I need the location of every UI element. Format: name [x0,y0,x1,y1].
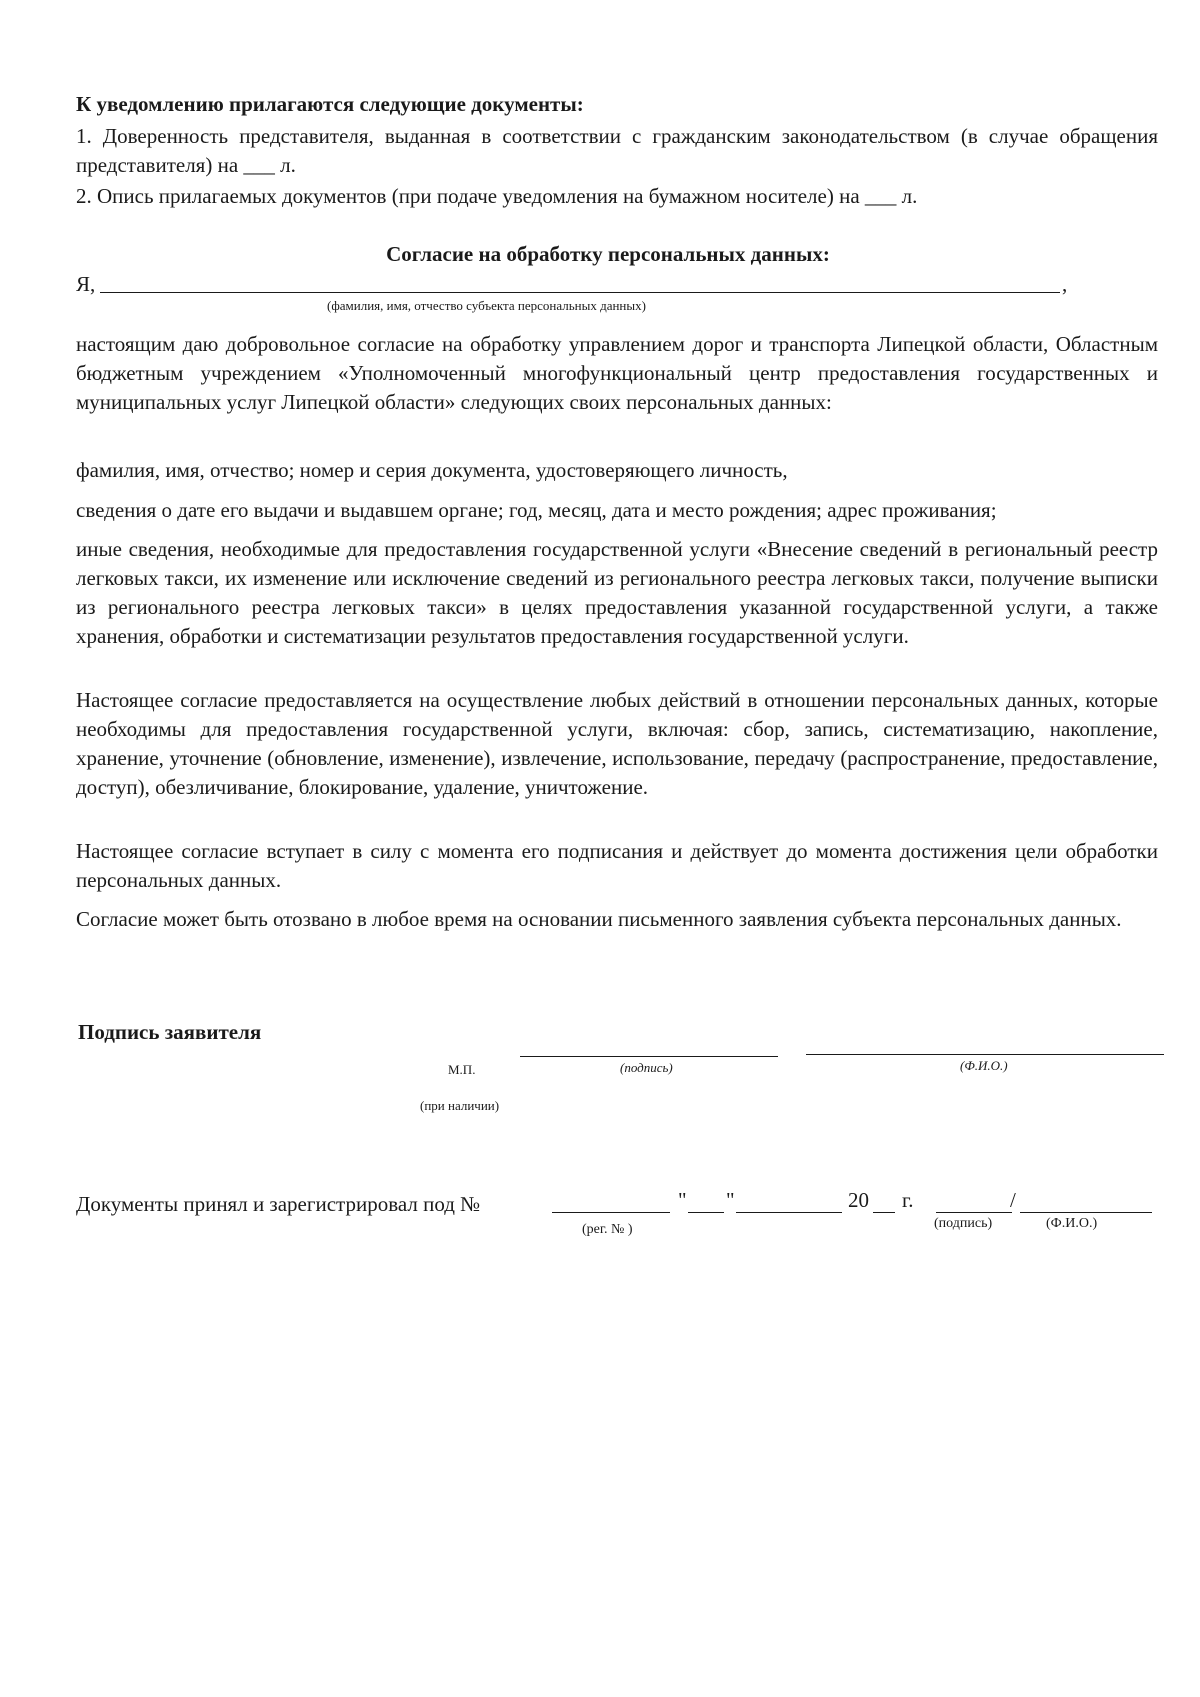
registration-year-prefix: 20 [848,1188,869,1212]
consent-paragraph: фамилия, имя, отчество; номер и серия документа, удостоверяющего личность, [76,458,788,482]
registration-quote-close: " [726,1188,735,1212]
signature-line [520,1056,778,1057]
attachment-item-1: 1. Доверенность представителя, выданная в соответствии с гражданским законодательством (в случае обращения представителя) на ___ л. [76,124,1158,177]
registration-quote-open: " [678,1188,687,1212]
registration-year-line [873,1212,895,1213]
registration-signature-line [936,1212,1012,1213]
registration-year-suffix: г. [902,1188,914,1212]
consent-name-line [100,292,1060,293]
consent-title: Согласие на обработку персональных данных: [386,242,830,266]
consent-paragraph: Настоящее согласие предоставляется на осуществление любых действий в отношении персональных данных, которые необходимы для предоставления государственной услуги, включая: сбор, запись, систематизацию, накопление, хранение, уточнение (обновление, изменение), извлечение, использование, передачу (распространение, предоставление, доступ), обезличивание, блокирование, удаление, уничтожение. [76,688,1158,799]
consent-i-prefix: Я, [76,272,96,296]
registration-month-line [736,1212,842,1213]
registration-signature-caption: (подпись) [934,1216,993,1231]
registration-slash: / [1010,1188,1016,1212]
signature-fio-caption: (Ф.И.О.) [960,1058,1008,1073]
consent-paragraph: настоящим даю добровольное согласие на обработку управлением дорог и транспорта Липецкой области, Областным бюджетным учреждением «Уполномоченный многофункциональный центр предоставления государственных и муниципальных услуг Липецкой области» следующих своих персональных данных: [76,332,1158,414]
seal-note: (при наличии) [420,1098,500,1113]
seal-label: М.П. [448,1062,476,1077]
consent-paragraph: Согласие может быть отозвано в любое время на основании письменного заявления субъекта персональных данных. [76,907,1122,931]
attachments-heading: К уведомлению прилагаются следующие документы: [76,92,584,116]
registration-number-caption: (рег. № ) [582,1222,633,1237]
consent-paragraph: иные сведения, необходимые для предоставления государственной услуги «Внесение сведений в региональный реестр легковых такси, их изменение или исключение сведений из регионального реестра легковых такси, получение выписки из регионального реестра легковых такси» в целях предоставления указанной государственной услуги, а также хранения, обработки и систематизации результатов предоставления государственной услуги. [76,537,1158,648]
consent-i-suffix: , [1062,272,1068,296]
registration-fio-line [1020,1212,1152,1213]
registration-fio-caption: (Ф.И.О.) [1046,1216,1098,1231]
signature-fio-line [806,1054,1164,1055]
registration-label: Документы принял и зарегистрировал под № [76,1192,481,1216]
consent-name-caption: (фамилия, имя, отчество субъекта персональных данных) [327,298,646,313]
signature-caption: (подпись) [620,1060,673,1075]
attachment-item-2: 2. Опись прилагаемых документов (при подаче уведомления на бумажном носителе) на ___ л. [76,184,918,208]
consent-paragraph: Настоящее согласие вступает в силу с момента его подписания и действует до момента достижения цели обработки персональных данных. [76,839,1158,892]
signature-heading: Подпись заявителя [78,1020,262,1044]
registration-day-line [688,1212,724,1213]
consent-paragraph: сведения о дате его выдачи и выдавшем органе; год, месяц, дата и место рождения; адрес проживания; [76,498,997,522]
registration-number-line [552,1212,670,1213]
